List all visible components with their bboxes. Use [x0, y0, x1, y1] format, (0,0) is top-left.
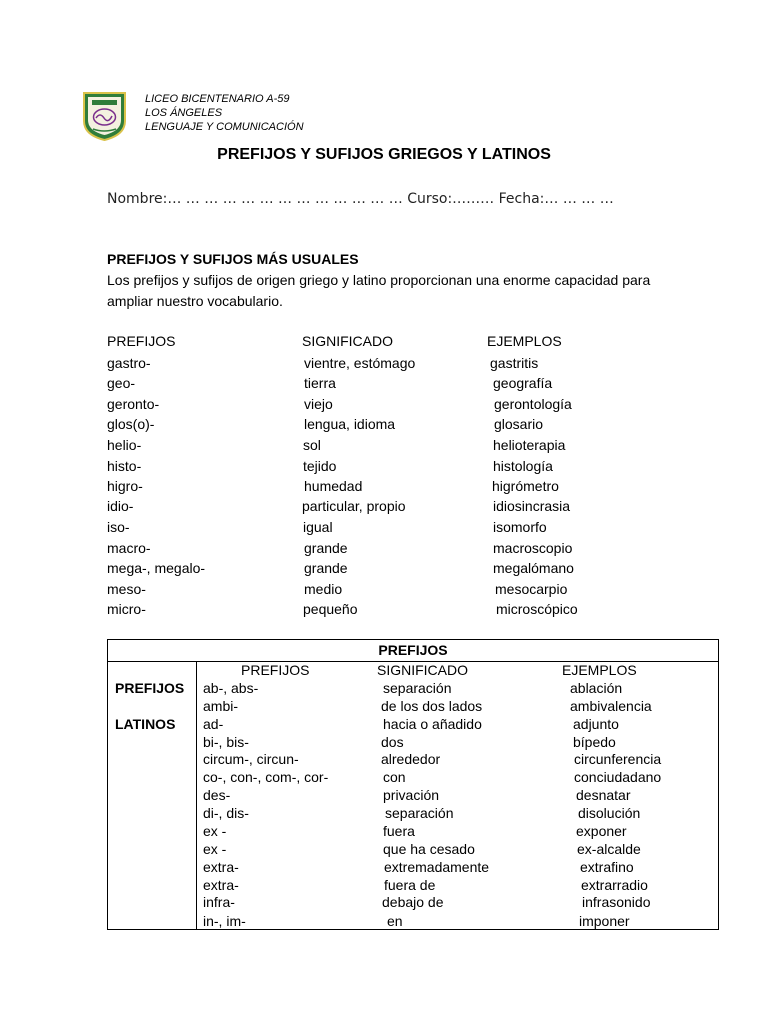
table-meaning: separación	[385, 805, 454, 821]
latin-prefix-table	[107, 639, 719, 930]
table-prefix: co-, con-, com-, cor-	[203, 769, 329, 785]
list-example: higrómetro	[492, 478, 559, 494]
list-prefix: higro-	[107, 478, 143, 494]
school-name: LICEO BICENTENARIO A-59	[145, 93, 290, 105]
list-example: glosario	[494, 416, 544, 432]
table-example: infrasonido	[582, 894, 651, 910]
table-prefix: infra-	[203, 894, 235, 910]
list-example: macroscopio	[493, 540, 573, 556]
list-meaning: sol	[303, 437, 321, 453]
table-example: bípedo	[573, 734, 616, 750]
list-prefix: glos(o)-	[107, 416, 155, 432]
list-example: megalómano	[493, 560, 574, 576]
table-example: adjunto	[573, 716, 619, 732]
table-example: circunferencia	[574, 751, 662, 767]
table-meaning: con	[383, 769, 406, 785]
table-header-meaning: SIGNIFICADO	[377, 662, 469, 678]
table-prefix: in-, im-	[203, 913, 246, 929]
list-meaning: igual	[303, 519, 333, 535]
list-meaning: vientre, estómago	[304, 355, 416, 371]
list-example: gerontología	[494, 396, 572, 412]
student-form-line: Nombre:… … … … … … … … … … … … … Curso:……… Fecha:… … … …	[107, 191, 614, 207]
list-example: idiosincrasia	[493, 498, 571, 514]
list-prefix: macro-	[107, 540, 151, 556]
list-prefix: iso-	[107, 519, 130, 535]
table-prefix: bi-, bis-	[203, 734, 249, 750]
list-prefix: meso-	[107, 581, 146, 597]
table-meaning: debajo de	[382, 894, 444, 910]
list-example: mesocarpio	[495, 581, 568, 597]
table-example: desnatar	[576, 787, 631, 803]
table-prefix: circum-, circun-	[203, 751, 299, 767]
table-example: ablación	[570, 680, 623, 696]
side-label-line2: LATINOS	[115, 716, 176, 732]
table-example: disolución	[578, 805, 641, 821]
list-meaning: pequeño	[303, 601, 358, 617]
list-meaning: tierra	[304, 375, 336, 391]
list-example: isomorfo	[493, 519, 547, 535]
list-example: geografía	[493, 375, 553, 391]
list-example: gastritis	[490, 355, 539, 371]
table-prefix: des-	[203, 787, 231, 803]
list-example: microscópico	[496, 601, 578, 617]
list-header-examples: EJEMPLOS	[487, 333, 562, 349]
table-meaning: alrededor	[381, 751, 441, 767]
table-meaning: en	[387, 913, 403, 929]
table-meaning: fuera de	[384, 877, 436, 893]
table-meaning: dos	[381, 734, 404, 750]
list-prefix: geronto-	[107, 396, 160, 412]
table-prefix: extra-	[203, 877, 239, 893]
table-meaning: extremadamente	[384, 859, 490, 875]
table-meaning: fuera	[383, 823, 415, 839]
table-prefix: ex -	[203, 823, 227, 839]
section-title: PREFIJOS Y SUFIJOS MÁS USUALES	[107, 251, 359, 267]
intro-paragraph: Los prefijos y sufijos de origen griego y latino proporcionan una enorme capacidad para ampliar nuestro vocabulario.	[107, 272, 651, 309]
table-prefix: extra-	[203, 859, 239, 875]
table-header-examples: EJEMPLOS	[562, 662, 637, 678]
list-prefix: micro-	[107, 601, 146, 617]
table-prefix: ad-	[203, 716, 224, 732]
table-prefix: ambi-	[203, 698, 239, 714]
table-meaning: privación	[383, 787, 440, 803]
list-prefix: helio-	[107, 437, 142, 453]
table-example: exponer	[576, 823, 627, 839]
list-prefix: mega-, megalo-	[107, 560, 206, 576]
table-example: ambivalencia	[570, 698, 652, 714]
table-divider	[196, 661, 197, 930]
list-prefix: geo-	[107, 375, 136, 391]
list-meaning: tejido	[303, 458, 337, 474]
table-meaning: separación	[383, 680, 452, 696]
list-header-meaning: SIGNIFICADO	[302, 333, 394, 349]
list-meaning: grande	[304, 540, 348, 556]
table-prefix: ab-, abs-	[203, 680, 259, 696]
list-meaning: viejo	[304, 396, 333, 412]
list-example: helioterapia	[493, 437, 566, 453]
table-meaning: que ha cesado	[383, 841, 475, 857]
table-header-prefix: PREFIJOS	[241, 662, 310, 678]
list-meaning: medio	[304, 581, 343, 597]
school-info	[145, 92, 304, 134]
school-subject: LENGUAJE Y COMUNICACIÓN	[145, 121, 304, 133]
table-example: conciudadano	[574, 769, 662, 785]
list-header-prefix: PREFIJOS	[107, 333, 176, 349]
table-example: imponer	[579, 913, 630, 929]
list-meaning: grande	[304, 560, 348, 576]
list-prefix: histo-	[107, 458, 142, 474]
table-example: extrarradio	[581, 877, 648, 893]
list-meaning: particular, propio	[302, 498, 406, 514]
side-label-line1: PREFIJOS	[115, 680, 185, 696]
table-title: PREFIJOS	[108, 640, 718, 662]
table-meaning: de los dos lados	[381, 698, 483, 714]
table-prefix: ex -	[203, 841, 227, 857]
table-example: extrafino	[580, 859, 634, 875]
table-prefix: di-, dis-	[203, 805, 249, 821]
list-prefix: idio-	[107, 498, 134, 514]
table-meaning: hacia o añadido	[383, 716, 482, 732]
list-meaning: lengua, idioma	[304, 416, 396, 432]
list-prefix: gastro-	[107, 355, 151, 371]
table-example: ex-alcalde	[577, 841, 641, 857]
list-example: histología	[493, 458, 553, 474]
list-meaning: humedad	[304, 478, 363, 494]
school-logo	[82, 91, 127, 141]
school-city: LOS ÁNGELES	[145, 107, 223, 119]
page-title: PREFIJOS Y SUFIJOS GRIEGOS Y LATINOS	[217, 146, 551, 163]
